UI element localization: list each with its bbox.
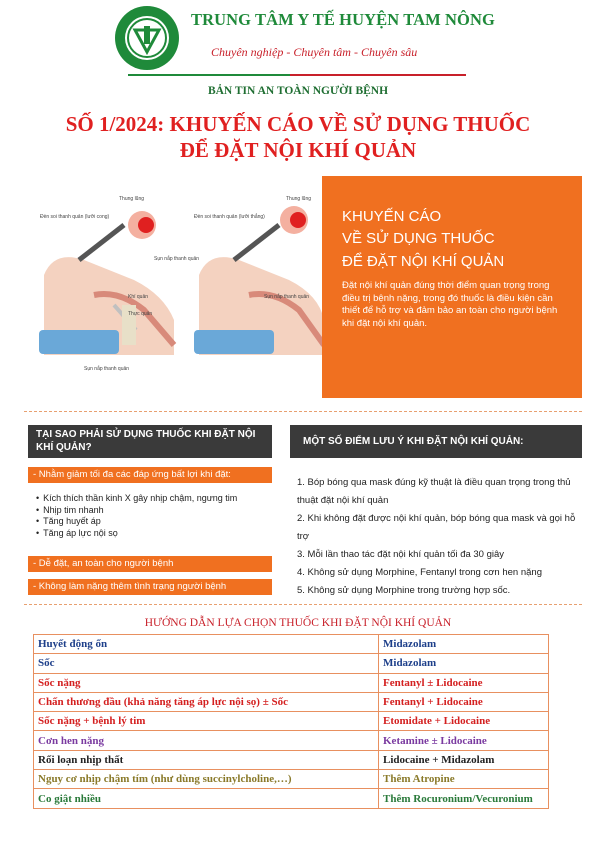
list-item: • Nhịp tim nhanh (36, 505, 276, 517)
notes-list (297, 474, 587, 600)
label-scope-b: Đèn soi thanh quản (lưỡi thẳng) (194, 214, 265, 220)
list-item: 1. Bóp bóng qua mask đúng kỹ thuật là điều quan trọng trong thủ thuật đặt nội khí quản (297, 477, 571, 506)
condition-cell: Sốc nặng + bệnh lý tim (34, 712, 379, 731)
label-cartilage: Sụn nắp thanh quản (84, 366, 130, 372)
table-row (34, 750, 549, 769)
condition-cell: Sốc (34, 654, 379, 673)
list-item: 3. Mỗi lần thao tác đặt nội khí quản tối đa 30 giây (297, 549, 505, 560)
divider (24, 411, 582, 413)
guide-table (33, 634, 549, 809)
org-name: TRUNG TÂM Y TẾ HUYỆN TAM NÔNG (191, 10, 495, 29)
drug-cell: Fentanyl ± Lidocaine (379, 673, 549, 692)
divider (128, 74, 290, 76)
condition-cell: Sốc nặng (34, 673, 379, 692)
condition-cell: Chấn thương đầu (khả năng tăng áp lực nội sọ) ± Sốc (34, 692, 379, 711)
divider (24, 604, 582, 606)
drug-cell: Thêm Atropine (379, 770, 549, 789)
drug-cell: Etomidate + Lidocaine (379, 712, 549, 731)
table-row (34, 654, 549, 673)
guide-table-title: HƯỚNG DẪN LỰA CHỌN THUỐC KHI ĐẶT NỘI KHÍ QUẢN (144, 617, 452, 629)
drug-cell: Midazolam (379, 654, 549, 673)
label-scope-a: Đèn soi thanh quản (lưỡi cong) (40, 214, 110, 220)
list-item: 4. Không sử dụng Morphine, Fentanyl trong cơn hen nặng (297, 567, 542, 578)
label-thung-lung-a: Thung lũng (119, 196, 145, 202)
notes-section-title: MỘT SỐ ĐIỂM LƯU Ý KHI ĐẶT NỘI KHÍ QUẢN: (303, 436, 524, 447)
label-thung-lung-b: Thung lũng (286, 196, 312, 202)
list-item: • Kích thích thần kinh X gây nhịp chậm, ngưng tim (36, 493, 276, 505)
logo (113, 4, 181, 72)
label-trachea: Khí quản (128, 294, 149, 300)
intro-heading-line3: ĐỂ ĐẶT NỘI KHÍ QUẢN (342, 253, 505, 270)
condition-cell: Cơn hen nặng (34, 731, 379, 750)
table-row (34, 692, 549, 711)
slogan: Chuyên nghiệp - Chuyên tâm - Chuyên sâu (211, 45, 418, 59)
condition-cell: Huyết động ổn (34, 635, 379, 654)
page-title-line1: SỐ 1/2024: KHUYẾN CÁO VỀ SỬ DỤNG THUỐC (65, 112, 531, 136)
condition-cell: Co giật nhiều (34, 789, 379, 808)
label-esophagus: Thực quản (128, 311, 153, 317)
drug-cell: Midazolam (379, 635, 549, 654)
bulletin-label: BẢN TIN AN TOÀN NGƯỜI BỆNH (207, 85, 389, 97)
reason-bullets (36, 493, 276, 539)
table-row (34, 731, 549, 750)
table-row (34, 712, 549, 731)
page-title-line2: ĐỂ ĐẶT NỘI KHÍ QUẢN (179, 138, 417, 162)
reason-3: - Không làm nặng thêm tình trạng người bệnh (33, 581, 227, 592)
intro-heading-line2: VỀ SỬ DỤNG THUỐC (342, 230, 495, 247)
intro-heading-line1: KHUYẾN CÁO (342, 208, 442, 225)
table-row (34, 789, 549, 808)
condition-cell: Nguy cơ nhịp chậm tím (như dùng succinylcholine,…) (34, 770, 379, 789)
drug-cell: Fentanyl + Lidocaine (379, 692, 549, 711)
table-row (34, 673, 549, 692)
label-epiglottis-a: Sụn nắp thanh quản (154, 256, 200, 262)
list-item: • Tăng áp lực nội sọ (36, 528, 276, 540)
reason-1: - Nhằm giảm tối đa các đáp ứng bất lợi khi đặt: (33, 469, 231, 480)
drug-cell: Ketamine ± Lidocaine (379, 731, 549, 750)
condition-cell: Rối loạn nhịp thất (34, 750, 379, 769)
table-row (34, 635, 549, 654)
label-epiglottis-b: Sụn nắp thanh quản (264, 294, 310, 300)
drug-cell: Lidocaine + Midazolam (379, 750, 549, 769)
drug-cell: Thêm Rocuronium/Vecuronium (379, 789, 549, 808)
why-section-title: TẠI SAO PHẢI SỬ DỤNG THUỐC KHI ĐẶT NỘI KHÍ QUẢN? (36, 429, 256, 453)
divider (290, 74, 466, 76)
list-item: 2. Khi không đặt được nội khí quản, bóp bóng qua mask và gọi hỗ trợ (297, 513, 576, 542)
list-item: • Tăng huyết áp (36, 516, 276, 528)
list-item: 5. Không sử dụng Morphine trong trường hợp sốc. (297, 585, 511, 596)
intro-body: Đặt nội khí quản đúng thời điểm quan trọng trong điều trị bệnh nặng, trong đó thuốc là điều kiện cần thiết để hỗ trợ và đảm bảo an toàn cho người bệnh khi đặt nội khí quản. (342, 280, 558, 329)
reason-2: - Dễ đặt, an toàn cho người bệnh (33, 558, 174, 569)
intubation-illustration (24, 180, 330, 380)
table-row (34, 770, 549, 789)
